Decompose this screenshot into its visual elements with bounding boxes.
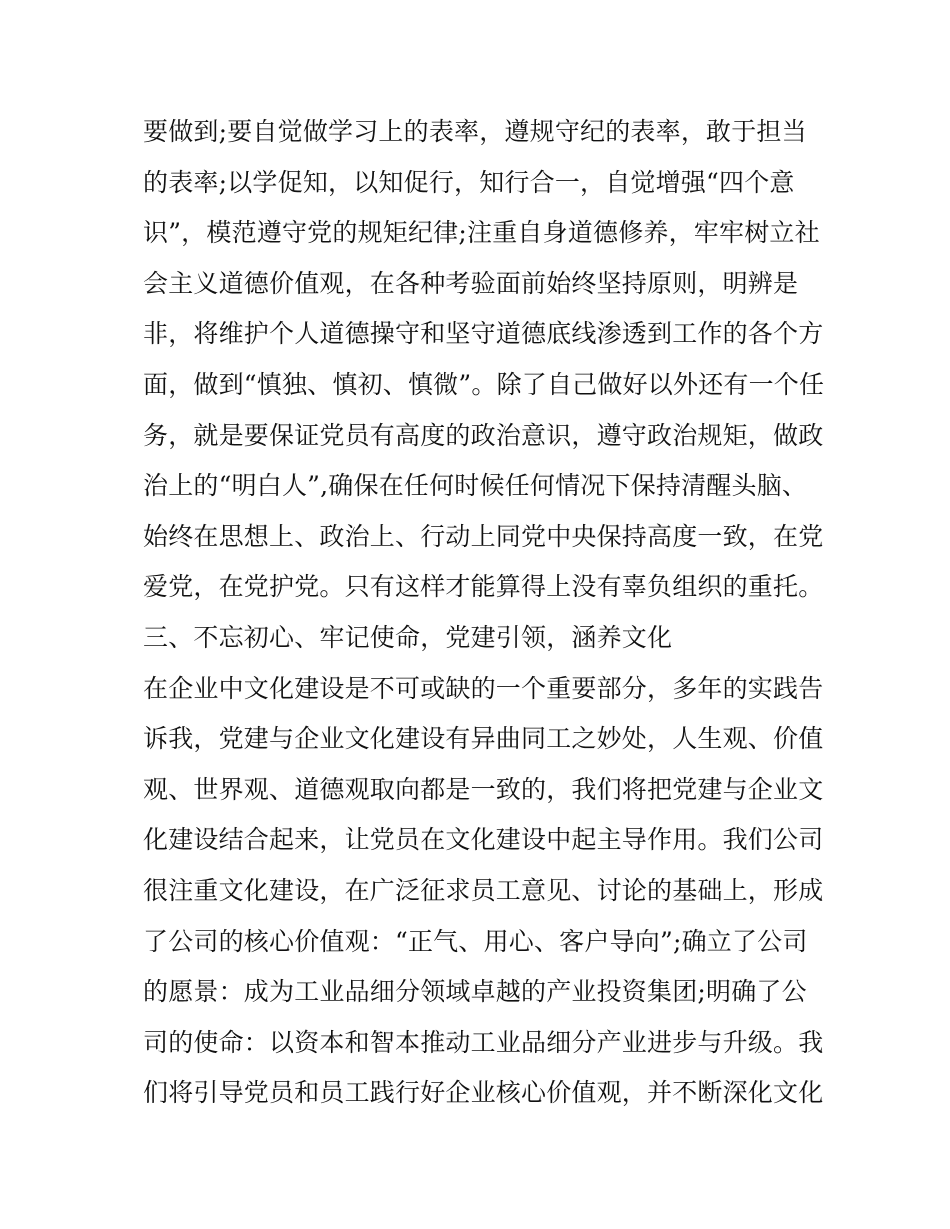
body-text	[143, 107, 823, 1119]
text-line: 了公司的核心价值观：“正气、用心、客户导向”;确立了公司	[143, 926, 808, 956]
text-line: 会主义道德价值观，在各种考验面前始终坚持原则，明辨是	[143, 268, 799, 298]
text-line: 面，做到“慎独、慎初、慎微”。除了自己做好以外还有一个任	[143, 369, 825, 399]
text-line: 观、世界观、道德观取向都是一致的，我们将把党建与企业文	[143, 774, 824, 804]
text-line: 始终在思想上、政治上、行动上同党中央保持高度一致，在党	[143, 521, 824, 551]
text-line: 非，将维护个人道德操守和坚守道德底线渗透到工作的各个方	[143, 319, 824, 349]
text-line: 诉我，党建与企业文化建设有异曲同工之妙处，人生观、价值	[143, 724, 824, 754]
text-line: 司的使命：以资本和智本推动工业品细分产业进步与升级。我	[143, 1027, 824, 1057]
text-line: 爱党，在党护党。只有这样才能算得上没有辜负组织的重托。	[143, 572, 824, 602]
text-line: 的愿景：成为工业品细分领域卓越的产业投资集团;明确了公	[143, 977, 807, 1007]
text-line: 要做到;要自觉做学习上的表率，遵规守纪的表率，敢于担当	[143, 117, 807, 146]
section-heading: 三、不忘初心、牢记使命，党建引领，涵养文化	[143, 622, 673, 652]
text-line: 治上的“明白人”,确保在任何时候任何情况下保持清醒头脑、	[143, 471, 808, 501]
text-line: 在企业中文化建设是不可或缺的一个重要部分，多年的实践告	[143, 673, 824, 703]
text-line: 识”，模范遵守党的规矩纪律;注重自身道德修养，牢牢树立社	[143, 218, 820, 248]
text-line: 化建设结合起来，让党员在文化建设中起主导作用。我们公司	[143, 825, 824, 855]
text-line: 务，就是要保证党员有高度的政治意识，遵守政治规矩，做政	[143, 420, 824, 450]
text-line: 们将引导党员和员工践行好企业核心价值观，并不断深化文化	[143, 1078, 824, 1108]
text-line: 的表率;以学促知，以知促行，知行合一，自觉增强“四个意	[143, 167, 795, 197]
text-line: 很注重文化建设，在广泛征求员工意见、讨论的基础上，形成	[143, 875, 824, 905]
